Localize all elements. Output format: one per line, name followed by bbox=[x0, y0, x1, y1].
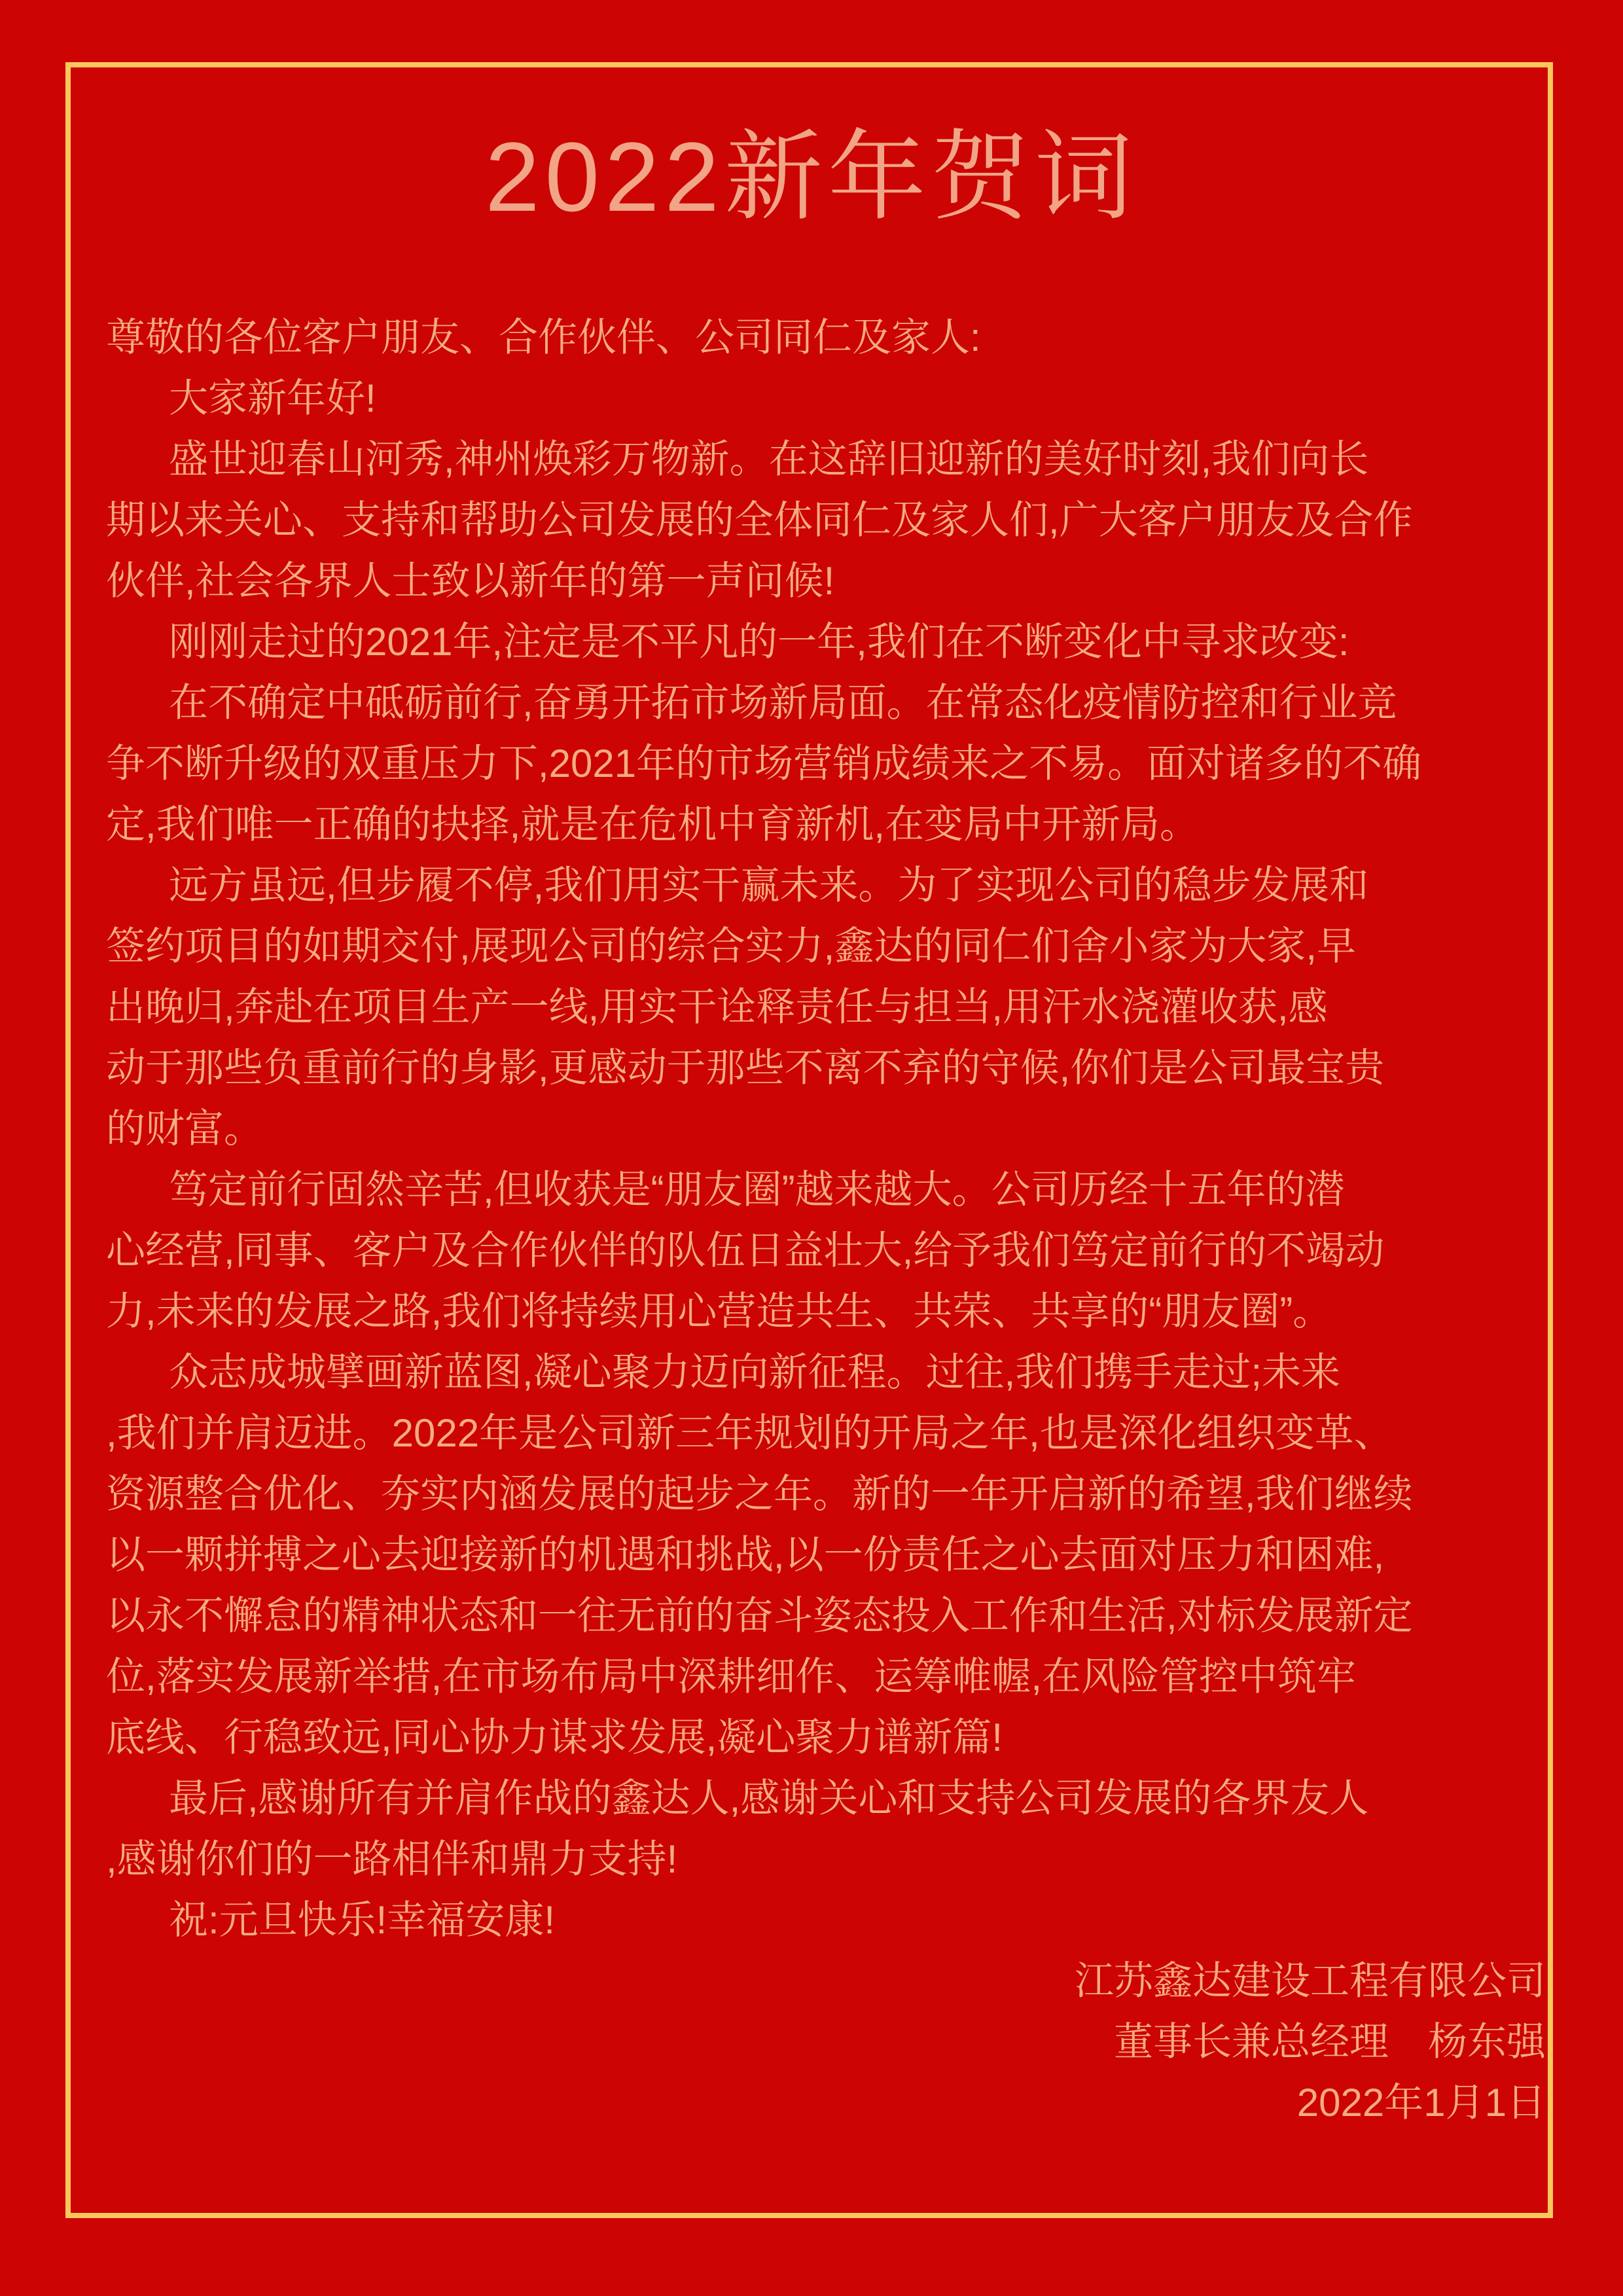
letter-line: 尊敬的各位客户朋友、合作伙伴、公司同仁及家人: bbox=[106, 315, 981, 359]
letter-line: 心经营,同事、客户及合作伙伴的队伍日益壮大,给予我们笃定前行的不竭动 bbox=[106, 1229, 1385, 1272]
signature-line: 董事长兼总经理 杨东强 bbox=[1114, 2020, 1546, 2064]
letter-line: 动于那些负重前行的身影,更感动于那些不离不弃的守候,你们是公司最宝贵 bbox=[106, 1046, 1385, 1090]
letter-line: 祝:元旦快乐!幸福安康! bbox=[169, 1898, 556, 1942]
letter-line: 大家新年好! bbox=[169, 376, 376, 420]
signature-line: 江苏鑫达建设工程有限公司 bbox=[1075, 1959, 1546, 2003]
letter-line: 签约项目的如期交付,展现公司的综合实力,鑫达的同仁们舍小家为大家,早 bbox=[106, 924, 1357, 968]
letter-line: 以一颗拼搏之心去迎接新的机遇和挑战,以一份责任之心去面对压力和困难, bbox=[106, 1533, 1385, 1577]
letter-line: 笃定前行固然辛苦,但收获是“朋友圈”越来越大。公司历经十五年的潜 bbox=[169, 1168, 1345, 1211]
letter-line: 伙伴,社会各界人士致以新年的第一声问候! bbox=[106, 559, 835, 603]
letter-line: 争不断升级的双重压力下,2021年的市场营销成绩来之不易。面对诸多的不确 bbox=[106, 742, 1422, 785]
letter-body bbox=[106, 307, 1546, 2133]
letter-line: ,感谢你们的一路相伴和鼎力支持! bbox=[106, 1837, 678, 1881]
letter-line: 最后,感谢所有并肩作战的鑫达人,感谢关心和支持公司发展的各界友人 bbox=[169, 1776, 1369, 1820]
page-title: 2022新年贺词 bbox=[485, 122, 1138, 232]
letter-line: 出晚归,奔赴在项目生产一线,用实干诠释责任与担当,用汗水浇灌收获,感 bbox=[106, 985, 1328, 1029]
letter-line: 位,落实发展新举措,在市场布局中深耕细作、运筹帷幄,在风险管控中筑牢 bbox=[106, 1655, 1357, 1698]
letter-line: ,我们并肩迈进。2022年是公司新三年规划的开局之年,也是深化组织变革、 bbox=[106, 1411, 1393, 1455]
letter-line: 众志成城擘画新蓝图,凝心聚力迈向新征程。过往,我们携手走过;未来 bbox=[169, 1350, 1341, 1394]
signature-line: 2022年1月1日 bbox=[1296, 2081, 1546, 2125]
letter-line: 资源整合优化、夯实内涵发展的起步之年。新的一年开启新的希望,我们继续 bbox=[106, 1472, 1413, 1516]
letter-line: 期以来关心、支持和帮助公司发展的全体同仁及家人们,广大客户朋友及合作 bbox=[106, 498, 1413, 542]
letter-line: 定,我们唯一正确的抉择,就是在危机中育新机,在变局中开新局。 bbox=[106, 802, 1200, 846]
letter-line: 的财富。 bbox=[106, 1107, 263, 1151]
letter-line: 底线、行稳致远,同心协力谋求发展,凝心聚力谱新篇! bbox=[106, 1715, 1003, 1759]
letter-line: 以永不懈怠的精神状态和一往无前的奋斗姿态投入工作和生活,对标发展新定 bbox=[106, 1594, 1413, 1638]
letter-line: 远方虽远,但步履不停,我们用实干赢未来。为了实现公司的稳步发展和 bbox=[169, 863, 1369, 907]
letter-line: 盛世迎春山河秀,神州焕彩万物新。在这辞旧迎新的美好时刻,我们向长 bbox=[169, 437, 1369, 481]
letter-line: 刚刚走过的2021年,注定是不平凡的一年,我们在不断变化中寻求改变: bbox=[169, 620, 1349, 664]
letter-line: 力,未来的发展之路,我们将持续用心营造共生、共荣、共享的“朋友圈”。 bbox=[106, 1289, 1332, 1333]
letter-line: 在不确定中砥砺前行,奋勇开拓市场新局面。在常态化疫情防控和行业竞 bbox=[169, 681, 1397, 725]
